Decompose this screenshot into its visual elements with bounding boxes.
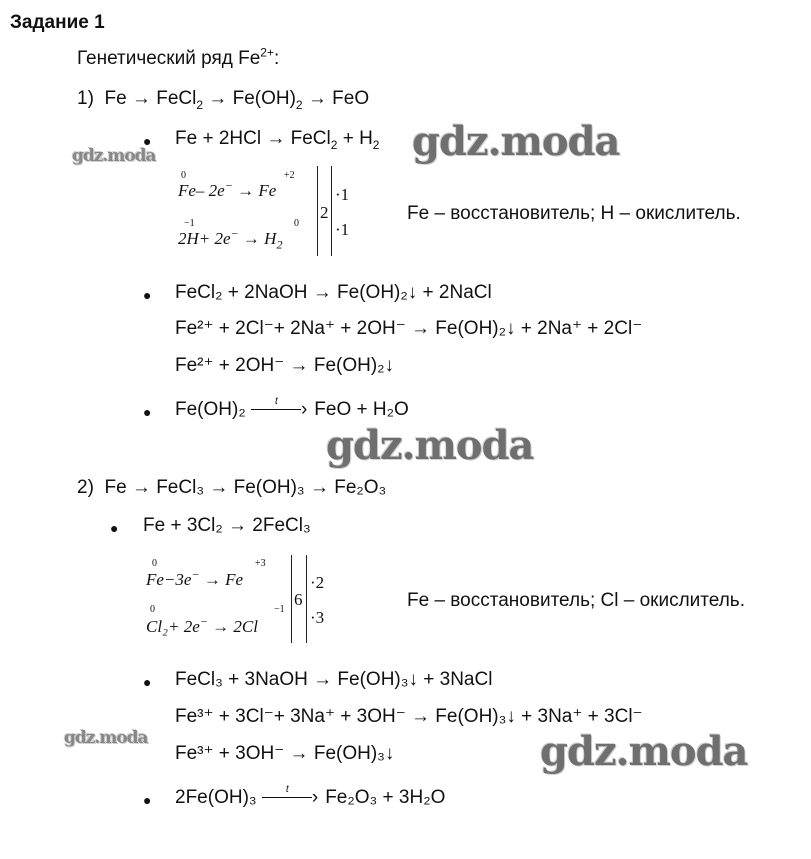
- r23-right: Fe₂O₃ + 3H₂O: [325, 787, 446, 808]
- redox2-lcm: 6: [294, 590, 303, 609]
- watermark-logo: gdz.moda: [326, 422, 534, 469]
- series1-label: 1): [77, 88, 94, 109]
- ox-h-1: −1: [184, 218, 195, 229]
- redox2-row2: Cl₂+ 2e− → 2Cl: [146, 614, 258, 636]
- series1-scheme: 1) Fe → FeCl$_2$ → $Fe(OH)_2$ → FeO: [77, 88, 370, 112]
- reaction-2-1: Fe + 3Cl₂ → 2FeCl₃: [143, 515, 311, 536]
- reaction-2-2-ionic-full: Fe³⁺ + 3Cl⁻+ 3Na⁺ + 3OH⁻ → Fe(OH)₃↓ + 3Na⁺ + 3Cl⁻: [175, 706, 643, 727]
- series2-label: 2): [77, 477, 94, 498]
- reaction-2-3: [175, 784, 446, 809]
- watermark-logo: gdz.moda: [64, 728, 148, 748]
- task-title: Задание 1: [10, 12, 105, 33]
- redox1-row2-sub: 2: [276, 237, 283, 252]
- reaction-1-2-molecular: FeCl₂ + 2NaOH → Fe(OH)₂↓ + 2NaCl: [175, 282, 492, 303]
- redox1-row1-left: Fe– 2e: [178, 181, 225, 200]
- bullet-icon: ●: [110, 520, 119, 536]
- r11-sub: 2: [330, 137, 338, 152]
- series2-scheme: [77, 477, 386, 499]
- ox-h0: 0: [294, 218, 299, 229]
- redox1-note: Fe – восстановитель; H – окислитель.: [407, 203, 741, 224]
- redox1-row1-right: Fe: [258, 181, 277, 200]
- ox-fe2: +2: [284, 170, 295, 181]
- ox-cl0: 0: [150, 604, 155, 615]
- divider: [291, 555, 292, 643]
- watermark-logo: gdz.moda: [412, 118, 620, 165]
- r11-sub2: 2: [372, 137, 380, 152]
- ox-fe0: 0: [152, 558, 157, 569]
- divider: [306, 555, 307, 643]
- reaction-1-2-ionic-full: Fe²⁺ + 2Cl⁻+ 2Na⁺ + 2OH⁻ → Fe(OH)₂↓ + 2Na⁺ + 2Cl⁻: [175, 318, 643, 339]
- r13-right: FeO + H₂O: [314, 399, 409, 420]
- r23-left: 2Fe(OH)₃: [175, 787, 257, 808]
- redox1-row2-right: H: [264, 229, 277, 248]
- redox1-coef1: ·1: [335, 185, 350, 204]
- divider: [331, 166, 332, 256]
- scheme1-fecl: FeCl: [156, 88, 197, 109]
- redox2-row1-right: Fe: [225, 570, 243, 589]
- redox2-coef2: ·3: [310, 608, 325, 627]
- divider: [317, 166, 318, 256]
- intro-line: [77, 45, 280, 70]
- scheme1-fe: Fe: [104, 88, 127, 109]
- series2-chain: Fe → FeCl₃ → Fe(OH)₃ → Fe₂O₃: [104, 477, 387, 498]
- bullet-icon: ●: [143, 674, 152, 690]
- redox2-row1: Fe−3e− → Fe: [146, 567, 243, 589]
- bullet-icon: ●: [143, 133, 152, 149]
- watermark-logo: gdz.moda: [72, 146, 156, 166]
- ox-fe0: 0: [181, 170, 186, 181]
- redox1-row1: Fe– 2e− → Fe: [178, 178, 277, 200]
- r23-cond: t: [285, 784, 289, 795]
- scheme1-feoh: Fe(OH): [232, 88, 296, 109]
- bullet-icon: ●: [143, 404, 152, 420]
- redox1-row2-left: 2H+ 2e: [178, 229, 231, 248]
- arrow-icon: t ›: [262, 787, 320, 809]
- bullet-icon: ●: [143, 287, 152, 303]
- redox1-lcm: 2: [320, 203, 329, 222]
- reaction-2-2-molecular: FeCl₃ + 3NaOH → Fe(OH)₃↓ + 3NaCl: [175, 669, 493, 690]
- arrow-icon: t ›: [251, 399, 309, 421]
- scheme1-sub2: 2: [295, 97, 303, 112]
- reaction-1-1: [175, 128, 379, 150]
- intro-colon: :: [273, 48, 280, 69]
- redox1-row2: $2H+ 2e^- \to H_2$: [178, 226, 283, 252]
- ox-cl-1: −1: [274, 604, 285, 615]
- r11-b: + H: [337, 128, 373, 149]
- reaction-1-3: [175, 396, 409, 421]
- scheme1-sub1: 2: [196, 97, 204, 112]
- scheme1-feo: FeO: [332, 88, 370, 109]
- reaction-1-2-ionic-short: Fe²⁺ + 2OH⁻ → Fe(OH)₂↓: [175, 355, 395, 376]
- redox2-coef1: ·2: [310, 573, 325, 592]
- intro-charge: 2+: [260, 45, 274, 60]
- redox2-note: Fe – восстановитель; Cl – окислитель.: [407, 590, 745, 611]
- intro-text: Генетический ряд Fe: [77, 48, 261, 69]
- r11-a: Fe + 2HCl → FeCl: [175, 128, 331, 149]
- redox2-row1-left: Fe−3e: [146, 570, 192, 589]
- redox1-coef2: ·1: [335, 220, 350, 239]
- bullet-icon: ●: [143, 792, 152, 808]
- watermark-logo: gdz.moda: [540, 728, 748, 775]
- r13-cond: t: [274, 396, 278, 407]
- ox-fe3: +3: [255, 558, 266, 569]
- r13-left: Fe(OH)₂: [175, 399, 246, 420]
- redox2-row2-right: 2Cl: [233, 617, 258, 636]
- reaction-2-2-ionic-short: Fe³⁺ + 3OH⁻ → Fe(OH)₃↓: [175, 743, 395, 764]
- redox2-row2-left: Cl₂+ 2e: [146, 617, 200, 636]
